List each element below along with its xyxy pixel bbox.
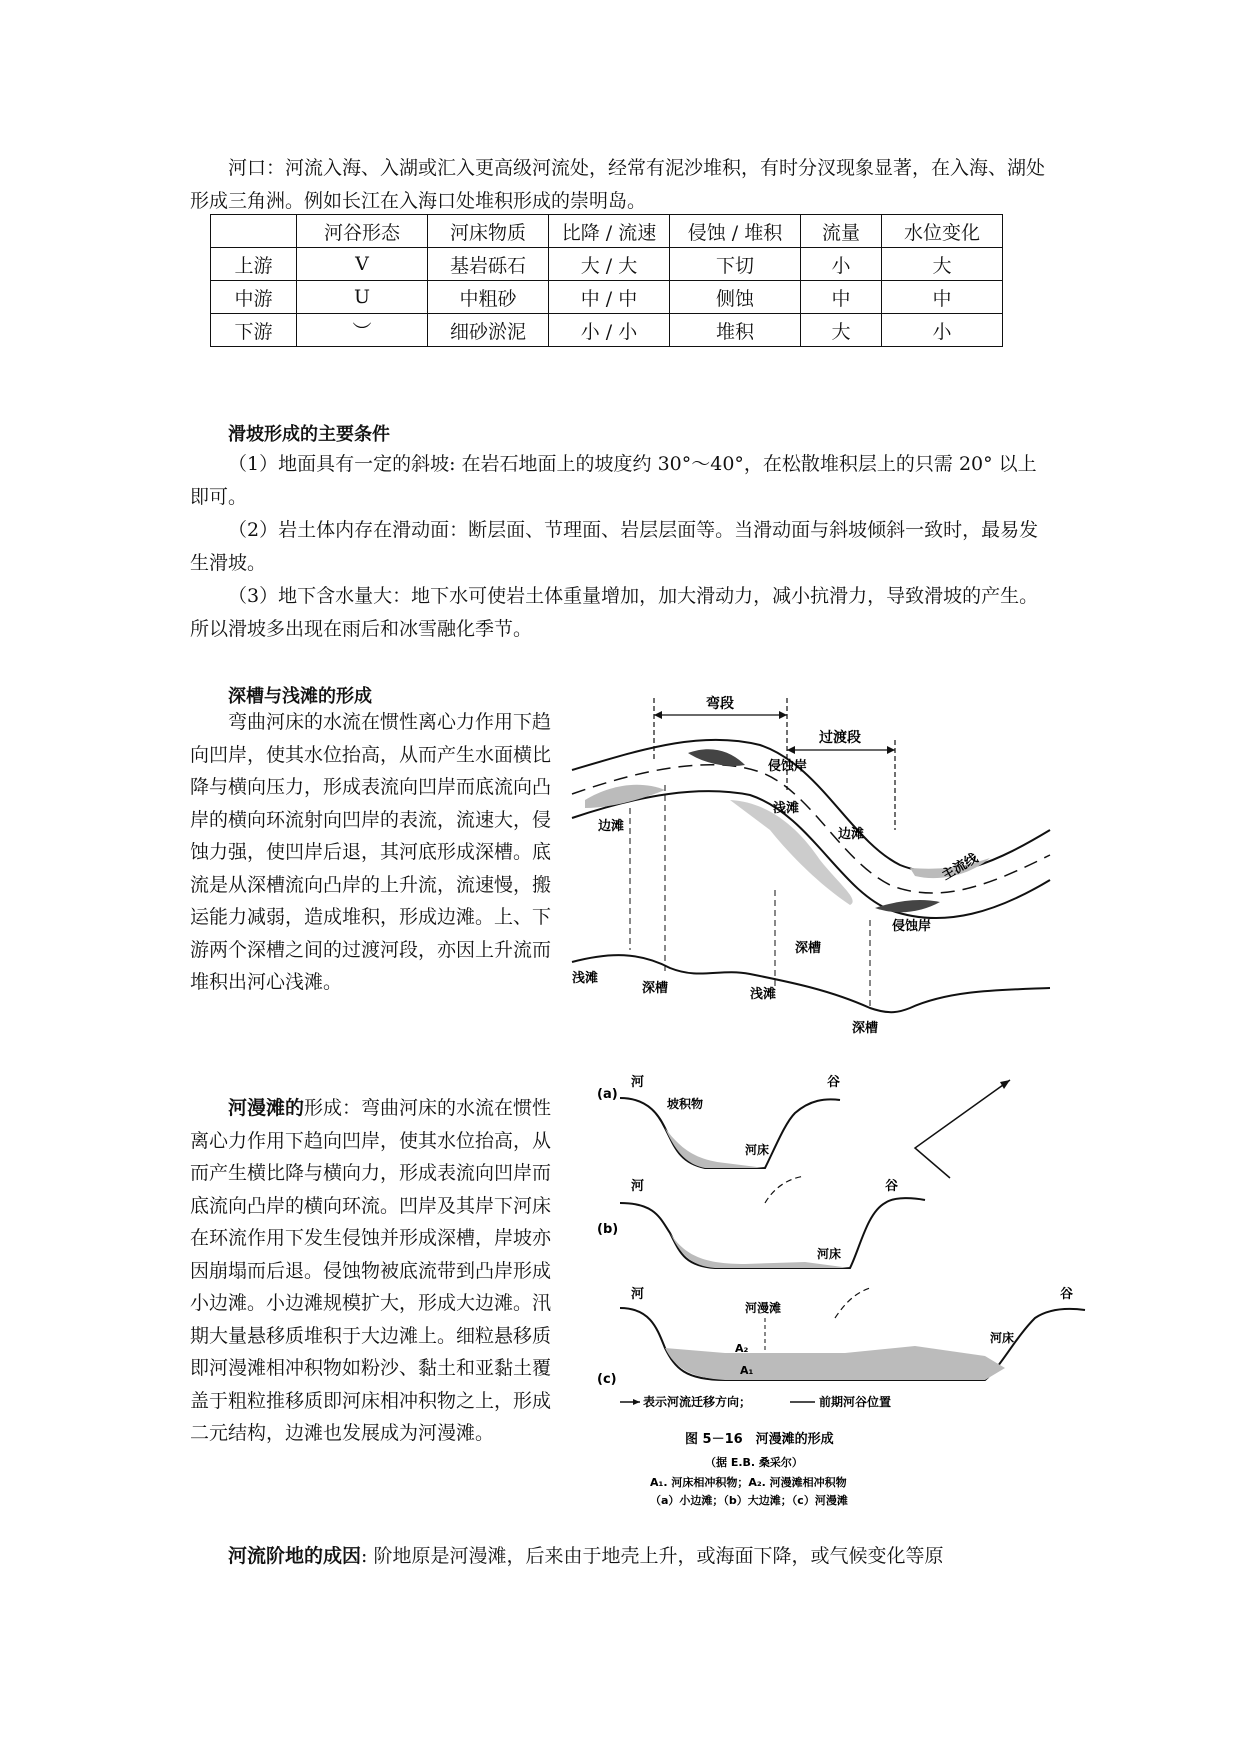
floodplain-title-suffix: 形成 [304, 1097, 343, 1119]
floodplain-figure [595, 1068, 1095, 1508]
table-header-cell: 流量 [801, 215, 882, 248]
table-header-cell: 河床物质 [428, 215, 549, 248]
label-gu-b: 谷 [885, 1179, 899, 1194]
table-row [211, 248, 1003, 281]
table-header-cell: 侵蚀 / 堆积 [670, 215, 801, 248]
label-riverbed-c: 河床 [990, 1331, 1015, 1345]
legend-line-text: 前期河谷位置 [819, 1395, 892, 1409]
landslide-item-1: （1）地面具有一定的斜坡: 在岩石地面上的坡度约 30°～40°，在松散堆积层上的只需 20° 以上即可。 [190, 453, 1037, 508]
deep-channel-paragraph: 弯曲河床的水流在惯性离心力作用下趋向凹岸，使其水位抬高，从而产生水面横比降与横向压力，形成表流向凹岸而底流向凸岸的横向环流射向凹岸的表流，流速大，侵蚀力强，使凹岸后退，其河底形成深槽。底流是从深槽流向凸岸的上升流，流速慢，搬运能力减弱，造成堆积，形成边滩。上、下游两个深槽之间的过渡河段，亦因上升流而堆积出河心浅滩。 [190, 711, 552, 993]
label-a: (a) [597, 1087, 618, 1102]
table-header-cell: 比降 / 流速 [549, 215, 670, 248]
label-side-bar-2: 边滩 [838, 827, 865, 842]
table-cell: 大 [882, 248, 1003, 281]
label-deep-3: 深槽 [852, 1021, 879, 1036]
floodplain-text: ：弯曲河床的水流在惯性离心力作用下趋向凹岸，使其水位抬高，从而产生横比降与横向力，形成表流向凹岸而底流向凸岸的横向环流。凹岸及其岸下河床在环流作用下发生侵蚀并形成深槽，岸坡亦因崩塌而后退。侵蚀物被底流带到凸岸形成小边滩。小边滩规模扩大，形成大边滩。汛期大量悬移质堆积于大边滩上。细粒悬移质即河漫滩相冲积物如粉沙、黏土和亚黏土覆盖于粗粒推移质即河床相冲积物之上，形成二元结构，边滩也发展成为河漫滩。 [190, 1097, 552, 1444]
legend-arrow-text: 表示河流迁移方向； [643, 1395, 752, 1409]
label-deep-1: 深槽 [795, 941, 822, 956]
table-cell: 中粗砂 [428, 281, 549, 314]
label-shoal-left: 浅滩 [572, 971, 599, 986]
intro-paragraph: 河口：河流入海、入湖或汇入更高级河流处，经常有泥沙堆积，有时分汊现象显著，在入海、湖处形成三角洲。例如长江在入海口处堆积形成的崇明岛。 [190, 157, 1046, 212]
deep-channel-heading: 深槽与浅滩的形成 [228, 686, 372, 707]
label-a2: A₂ [735, 1342, 749, 1355]
table-header-cell: 河谷形态 [297, 215, 428, 248]
table-cell: U [297, 281, 428, 314]
landslide-heading: 滑坡形成的主要条件 [228, 424, 390, 445]
table-header-cell: 水位变化 [882, 215, 1003, 248]
label-shoal-mid: 浅滩 [750, 987, 777, 1002]
label-riverbed-a: 河床 [745, 1143, 770, 1157]
label-main-flow: 主流线 [939, 850, 981, 884]
figure-caption: 图 5－16 河漫滩的形成 [685, 1432, 834, 1447]
label-shoal-1: 浅滩 [773, 801, 800, 816]
deep-channel-figure [570, 690, 1060, 1050]
table-cell: 中 / 中 [549, 281, 670, 314]
terrace-title: 河流阶地的成因 [228, 1545, 362, 1567]
table-cell: 下游 [211, 314, 297, 347]
label-erosion-bank-1: 侵蚀岸 [768, 759, 808, 774]
table-header-row [211, 215, 1003, 248]
label-gu-c: 谷 [1060, 1287, 1074, 1302]
label-floodplain-c: 河漫滩 [745, 1301, 782, 1315]
floodplain-paragraph [190, 1092, 568, 1450]
figure-source: （据 E.B. 桑采尔） [705, 1456, 803, 1469]
label-erosion-bank-2: 侵蚀岸 [892, 919, 932, 934]
table-cell: 中 [882, 281, 1003, 314]
label-side-bar-1: 边滩 [598, 819, 625, 834]
table-cell: 大 / 大 [549, 248, 670, 281]
label-b: (b) [597, 1222, 619, 1237]
label-c: (c) [597, 1372, 617, 1387]
table-cell: 小 [801, 248, 882, 281]
table-cell: 小 [882, 314, 1003, 347]
river-section-table [210, 214, 1003, 347]
label-bend: 弯段 [706, 696, 734, 712]
table-cell: 小 / 小 [549, 314, 670, 347]
table-row [211, 314, 1003, 347]
terrace-text: : 阶地原是河漫滩，后来由于地壳上升，或海面下降，或气候变化等原 [361, 1545, 944, 1567]
label-deep-2: 深槽 [642, 981, 669, 996]
table-cell: ︶ [297, 314, 428, 347]
table-cell: V [297, 248, 428, 281]
figure-note-2: （a）小边滩；（b）大边滩；（c）河漫滩 [650, 1494, 848, 1507]
table-cell: 基岩砾石 [428, 248, 549, 281]
figure-note: A₁. 河床相冲积物；A₂. 河漫滩相冲积物 [650, 1476, 847, 1489]
landslide-item-3: （3）地下含水量大：地下水可使岩土体重量增加，加大滑动力，减小抗滑力，导致滑坡的产生。所以滑坡多出现在雨后和冰雪融化季节。 [190, 585, 1039, 640]
label-he-a: 河 [631, 1075, 645, 1090]
label-a1: A₁ [740, 1364, 754, 1377]
table-header-cell [211, 215, 297, 248]
label-he-b: 河 [631, 1179, 645, 1194]
table-cell: 中游 [211, 281, 297, 314]
table-cell: 侧蚀 [670, 281, 801, 314]
table-row [211, 281, 1003, 314]
table-cell: 下切 [670, 248, 801, 281]
table-cell: 细砂淤泥 [428, 314, 549, 347]
table-cell: 上游 [211, 248, 297, 281]
label-transition: 过渡段 [819, 730, 861, 746]
landslide-item-2: （2）岩土体内存在滑动面：断层面、节理面、岩层层面等。当滑动面与斜坡倾斜一致时，最易发生滑坡。 [190, 519, 1039, 574]
table-cell: 大 [801, 314, 882, 347]
label-riverbed-b: 河床 [817, 1247, 842, 1261]
floodplain-title: 河漫滩的 [228, 1097, 305, 1119]
label-he-c: 河 [631, 1287, 645, 1302]
table-cell: 中 [801, 281, 882, 314]
label-gu-a: 谷 [827, 1075, 841, 1090]
table-cell: 堆积 [670, 314, 801, 347]
label-colluvium: 坡积物 [667, 1097, 704, 1111]
terrace-paragraph [190, 1540, 1050, 1573]
